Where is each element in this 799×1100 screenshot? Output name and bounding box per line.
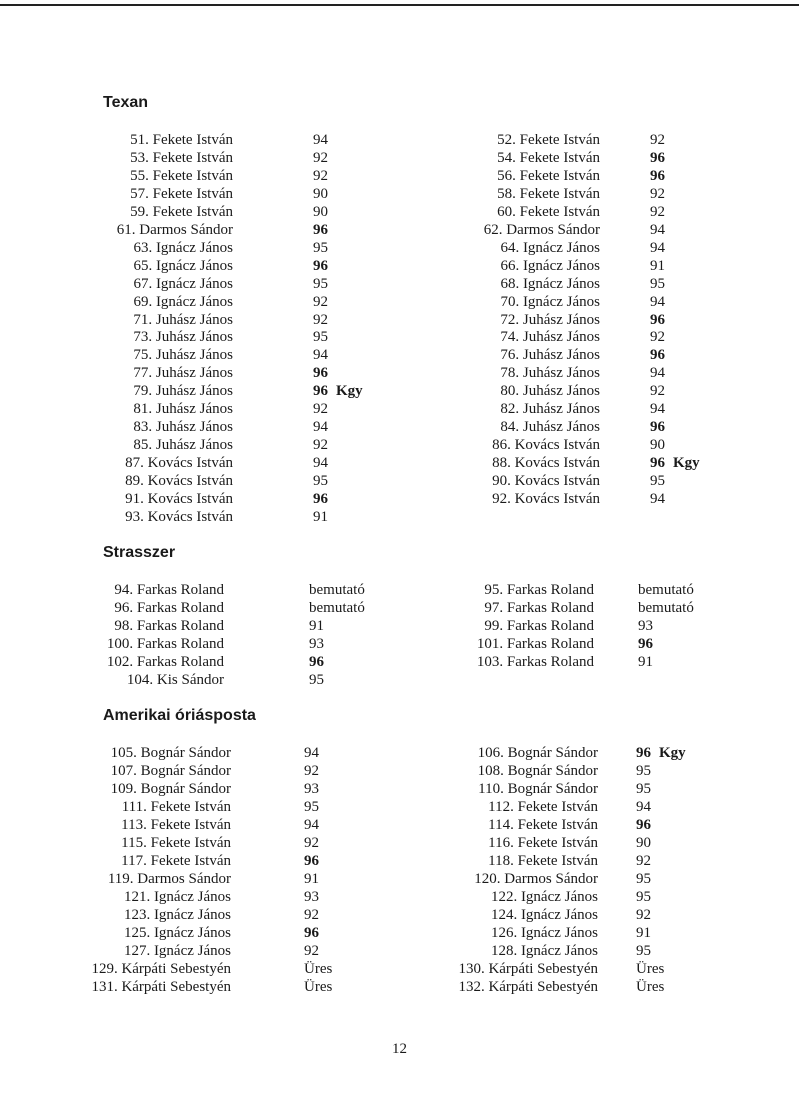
score-value: 92 xyxy=(650,185,665,202)
entry-score xyxy=(304,834,319,852)
entry-label: 96. Farkas Roland xyxy=(114,600,224,616)
entry-score xyxy=(650,364,665,382)
score-value: 95 xyxy=(313,329,328,346)
entry-label: 79. Juhász János xyxy=(133,383,233,400)
entry-label: 113. Fekete István xyxy=(121,817,231,833)
entry-label: 121. Ignácz János xyxy=(123,889,231,905)
entry-score xyxy=(638,617,653,635)
score-value: 92 xyxy=(650,383,665,400)
entry-score xyxy=(309,581,365,599)
entry-score xyxy=(304,762,319,780)
entry-score xyxy=(313,239,328,257)
score-value: 95 xyxy=(650,473,665,490)
entry-score xyxy=(313,203,328,221)
entry-label: 54. Fekete István xyxy=(497,149,600,166)
entry-label: 57. Fekete István xyxy=(130,185,233,202)
entry-label: 80. Juhász János xyxy=(500,383,600,400)
score-value: 92 xyxy=(304,907,319,923)
entry-label: 112. Fekete István xyxy=(488,799,598,815)
entry-score xyxy=(650,382,665,400)
entry-label: 75. Juhász János xyxy=(133,347,233,364)
score-value: 92 xyxy=(304,763,319,779)
entry-label: 100. Farkas Roland xyxy=(106,636,224,652)
score-value: 94 xyxy=(650,293,665,310)
entry-label: 99. Farkas Roland xyxy=(484,618,594,634)
entry-label: 81. Juhász János xyxy=(133,401,233,418)
entry-score xyxy=(636,942,651,960)
entry-label: 124. Ignácz János xyxy=(490,907,598,923)
entry-label: 102. Farkas Roland xyxy=(106,654,224,670)
entry-score xyxy=(650,472,665,490)
entry-label: 128. Ignácz János xyxy=(490,943,598,959)
entry-label: 94. Farkas Roland xyxy=(114,582,224,598)
entry-label: 127. Ignácz János xyxy=(123,943,231,959)
entry-label: 87. Kovács István xyxy=(125,455,233,472)
entry-score xyxy=(304,978,332,996)
score-value: 92 xyxy=(650,132,665,148)
entry-label: 111. Fekete István xyxy=(121,799,231,815)
entry-label: 72. Juhász János xyxy=(500,311,600,328)
entry-score xyxy=(309,635,324,653)
score-value: 95 xyxy=(650,275,665,292)
entry-label: 67. Ignácz János xyxy=(133,275,233,292)
entry-label: 92. Kovács István xyxy=(492,491,600,507)
entry-score xyxy=(650,400,665,418)
entry-label: 106. Bognár Sándor xyxy=(477,745,598,761)
entry-score xyxy=(313,257,328,275)
score-value: 91 xyxy=(313,508,328,525)
entry-score xyxy=(636,852,651,870)
entry-label: 82. Juhász János xyxy=(500,401,600,418)
score-value: 91 xyxy=(304,871,319,887)
entry-score xyxy=(636,870,651,888)
score-value: 96 xyxy=(650,347,665,364)
entry-score xyxy=(304,960,332,978)
score-value: 96 xyxy=(313,383,328,400)
page-number: 12 xyxy=(392,1041,407,1057)
entry-label: 131. Kárpáti Sebestyén xyxy=(91,979,231,995)
score-value: 95 xyxy=(313,275,328,292)
entry-score xyxy=(313,293,328,311)
score-value: 95 xyxy=(313,473,328,490)
score-value: 94 xyxy=(313,132,328,148)
score-value: 92 xyxy=(636,907,651,923)
entry-score xyxy=(304,816,319,834)
score-value: 90 xyxy=(636,835,651,851)
entry-label: 88. Kovács István xyxy=(492,455,600,472)
entry-label: 90. Kovács István xyxy=(492,473,600,490)
score-value: 91 xyxy=(650,257,665,274)
entry-score xyxy=(636,798,651,816)
score-value: 92 xyxy=(313,149,328,166)
score-value: Üres xyxy=(636,961,665,977)
score-value: 96 xyxy=(304,853,319,869)
entry-score xyxy=(650,490,665,508)
entry-score xyxy=(636,762,651,780)
score-value: 96 xyxy=(650,167,665,184)
score-value: 94 xyxy=(313,347,328,364)
entry-score xyxy=(313,436,328,454)
entry-label: 125. Ignácz János xyxy=(123,925,231,941)
entry-score xyxy=(313,382,363,400)
entry-label: 74. Juhász János xyxy=(500,329,600,346)
score-value: Üres xyxy=(304,961,333,977)
entry-score xyxy=(638,653,653,671)
entry-score xyxy=(650,185,665,203)
entry-label: 110. Bognár Sándor xyxy=(478,781,598,797)
entry-score xyxy=(650,203,665,221)
score-value: 95 xyxy=(636,763,651,779)
entry-score xyxy=(650,275,665,293)
entry-score xyxy=(650,167,665,185)
entry-score xyxy=(313,508,328,526)
entry-score xyxy=(650,149,665,167)
entry-score xyxy=(650,293,665,311)
entry-score xyxy=(636,906,651,924)
score-value: 92 xyxy=(313,311,328,328)
award-note: Kgy xyxy=(673,455,700,472)
entry-score xyxy=(304,744,319,762)
score-value: 94 xyxy=(304,817,319,833)
score-value: bemutató xyxy=(638,600,694,616)
entry-score xyxy=(309,617,324,635)
award-note: Kgy xyxy=(659,745,686,761)
entry-score xyxy=(650,454,700,472)
score-value: 94 xyxy=(650,401,665,418)
entry-score xyxy=(313,490,328,508)
score-value: 96 xyxy=(650,149,665,166)
score-value: 94 xyxy=(304,745,319,761)
entry-label: 129. Kárpáti Sebestyén xyxy=(91,961,231,977)
score-value: bemutató xyxy=(309,582,365,598)
entry-label: 103. Farkas Roland xyxy=(476,654,594,670)
entry-score xyxy=(638,635,653,653)
score-value: 92 xyxy=(304,835,319,851)
score-value: 94 xyxy=(650,239,665,256)
entry-score xyxy=(304,798,319,816)
score-value: 93 xyxy=(304,889,319,905)
entry-label: 95. Farkas Roland xyxy=(484,582,594,598)
score-value: 96 xyxy=(650,311,665,328)
entry-label: 132. Kárpáti Sebestyén xyxy=(458,979,598,995)
entry-score xyxy=(304,780,319,798)
score-value: 96 xyxy=(650,455,665,472)
score-value: 92 xyxy=(313,293,328,310)
entry-score xyxy=(313,328,328,346)
entry-score xyxy=(636,960,664,978)
entry-score xyxy=(650,436,665,454)
score-value: 96 xyxy=(650,419,665,436)
entry-label: 86. Kovács István xyxy=(492,437,600,454)
entry-label: 56. Fekete István xyxy=(497,167,600,184)
entry-score xyxy=(650,311,665,329)
entry-score xyxy=(304,852,319,870)
entry-label: 101. Farkas Roland xyxy=(476,636,594,652)
entry-score xyxy=(304,942,319,960)
score-value: 95 xyxy=(309,672,324,688)
score-value: 94 xyxy=(313,455,328,472)
score-value: 95 xyxy=(636,889,651,905)
entry-label: 64. Ignácz János xyxy=(500,239,600,256)
score-value: 91 xyxy=(636,925,651,941)
entry-label: 98. Farkas Roland xyxy=(114,618,224,634)
entry-label: 73. Juhász János xyxy=(133,329,233,346)
entry-label: 63. Ignácz János xyxy=(133,239,233,256)
entry-score xyxy=(304,870,319,888)
entry-score xyxy=(313,418,328,436)
score-value: 94 xyxy=(313,419,328,436)
entry-score xyxy=(636,780,651,798)
entry-label: 109. Bognár Sándor xyxy=(110,781,231,797)
entry-score xyxy=(313,167,328,185)
entry-label: 122. Ignácz János xyxy=(490,889,598,905)
score-value: 95 xyxy=(636,871,651,887)
entry-score xyxy=(636,888,651,906)
score-value: 95 xyxy=(636,943,651,959)
entry-label: 84. Juhász János xyxy=(500,419,600,436)
entry-label: 66. Ignácz János xyxy=(500,257,600,274)
entry-label: 104. Kis Sándor xyxy=(126,672,224,688)
entry-label: 91. Kovács István xyxy=(125,491,233,507)
entry-label: 118. Fekete István xyxy=(488,853,598,869)
entry-score xyxy=(313,185,328,203)
entry-label: 69. Ignácz János xyxy=(133,293,233,310)
entry-label: 116. Fekete István xyxy=(488,835,598,851)
score-value: 92 xyxy=(313,437,328,454)
score-value: 93 xyxy=(304,781,319,797)
score-value: 92 xyxy=(650,329,665,346)
entry-label: 114. Fekete István xyxy=(488,817,598,833)
section-heading: Strasszer xyxy=(103,544,176,561)
score-value: 91 xyxy=(309,618,324,634)
entry-score xyxy=(636,744,686,762)
entry-label: 70. Ignácz János xyxy=(500,293,600,310)
score-value: 96 xyxy=(638,636,653,652)
score-value: 96 xyxy=(313,491,328,507)
entry-score xyxy=(313,364,328,382)
entry-score xyxy=(650,328,665,346)
score-value: 94 xyxy=(650,491,665,507)
entry-label: 68. Ignácz János xyxy=(500,275,600,292)
entry-label: 55. Fekete István xyxy=(130,167,233,184)
score-value: 94 xyxy=(636,799,651,815)
entry-label: 123. Ignácz János xyxy=(123,907,231,923)
score-value: 93 xyxy=(638,618,653,634)
entry-score xyxy=(313,472,328,490)
score-value: 90 xyxy=(313,203,328,220)
entry-score xyxy=(650,131,665,149)
entry-label: 62. Darmos Sándor xyxy=(483,221,600,238)
entry-score xyxy=(636,834,651,852)
score-value: 96 xyxy=(636,817,651,833)
entry-score xyxy=(313,311,328,329)
score-value: 96 xyxy=(313,365,328,382)
entry-label: 83. Juhász János xyxy=(133,419,233,436)
entry-label: 77. Juhász János xyxy=(133,365,233,382)
entry-label: 120. Darmos Sándor xyxy=(474,871,598,887)
entry-score xyxy=(650,257,665,275)
score-value: 96 xyxy=(313,257,328,274)
entry-score xyxy=(650,346,665,364)
section-heading: Texan xyxy=(103,94,149,111)
entry-label: 78. Juhász János xyxy=(500,365,600,382)
entry-label: 107. Bognár Sándor xyxy=(110,763,231,779)
section-heading: Amerikai óriásposta xyxy=(103,707,256,724)
entry-score xyxy=(313,275,328,293)
entry-label: 108. Bognár Sándor xyxy=(477,763,598,779)
entry-label: 93. Kovács István xyxy=(125,508,233,525)
entry-label: 76. Juhász János xyxy=(500,347,600,364)
entry-score xyxy=(636,816,651,834)
score-value: 92 xyxy=(650,203,665,220)
score-value: 93 xyxy=(309,636,324,652)
score-value: 95 xyxy=(304,799,319,815)
score-value: 94 xyxy=(650,365,665,382)
entry-score xyxy=(313,221,328,239)
entry-score xyxy=(650,418,665,436)
entry-score xyxy=(636,924,651,942)
entry-label: 117. Fekete István xyxy=(121,853,231,869)
entry-score xyxy=(313,149,328,167)
score-value: 96 xyxy=(304,925,319,941)
entry-label: 60. Fekete István xyxy=(497,203,600,220)
entry-score xyxy=(309,599,365,617)
score-value: 92 xyxy=(313,167,328,184)
score-value: 96 xyxy=(313,221,328,238)
score-value: 95 xyxy=(313,239,328,256)
entry-score xyxy=(638,581,694,599)
score-value: 92 xyxy=(313,401,328,418)
entry-label: 130. Kárpáti Sebestyén xyxy=(458,961,598,977)
entry-label: 89. Kovács István xyxy=(125,473,233,490)
entry-score xyxy=(313,454,328,472)
award-note: Kgy xyxy=(336,383,363,400)
entry-label: 126. Ignácz János xyxy=(490,925,598,941)
score-value: 95 xyxy=(636,781,651,797)
score-value: 96 xyxy=(636,745,651,761)
entry-label: 52. Fekete István xyxy=(497,132,600,148)
entry-label: 51. Fekete István xyxy=(130,132,233,148)
entry-score xyxy=(313,346,328,364)
entry-label: 119. Darmos Sándor xyxy=(107,871,231,887)
entry-label: 61. Darmos Sándor xyxy=(116,221,233,238)
entry-score xyxy=(304,924,319,942)
score-value: 91 xyxy=(638,654,653,670)
entry-score xyxy=(636,978,664,996)
entry-score xyxy=(309,653,324,671)
entry-label: 97. Farkas Roland xyxy=(484,600,594,616)
entry-score xyxy=(650,221,665,239)
entry-score xyxy=(304,888,319,906)
entry-label: 71. Juhász János xyxy=(133,311,233,328)
entry-score xyxy=(313,400,328,418)
entry-label: 58. Fekete István xyxy=(497,185,600,202)
entry-label: 53. Fekete István xyxy=(130,149,233,166)
entry-label: 65. Ignácz János xyxy=(133,257,233,274)
entry-label: 105. Bognár Sándor xyxy=(110,745,231,761)
entry-label: 115. Fekete István xyxy=(121,835,231,851)
entry-label: 59. Fekete István xyxy=(130,203,233,220)
score-value: bemutató xyxy=(638,582,694,598)
scan-top-edge-line xyxy=(0,4,799,6)
entry-score xyxy=(309,671,324,689)
entry-score xyxy=(638,599,694,617)
entry-score xyxy=(313,131,328,149)
score-value: 92 xyxy=(636,853,651,869)
score-value: 92 xyxy=(304,943,319,959)
entry-score xyxy=(650,239,665,257)
score-value: 96 xyxy=(309,654,324,670)
score-value: 90 xyxy=(313,185,328,202)
score-value: 90 xyxy=(650,437,665,454)
entry-score xyxy=(304,906,319,924)
score-value: bemutató xyxy=(309,600,365,616)
score-value: Üres xyxy=(304,979,333,995)
score-value: 94 xyxy=(650,221,665,238)
entry-label: 85. Juhász János xyxy=(133,437,233,454)
score-value: Üres xyxy=(636,979,665,995)
